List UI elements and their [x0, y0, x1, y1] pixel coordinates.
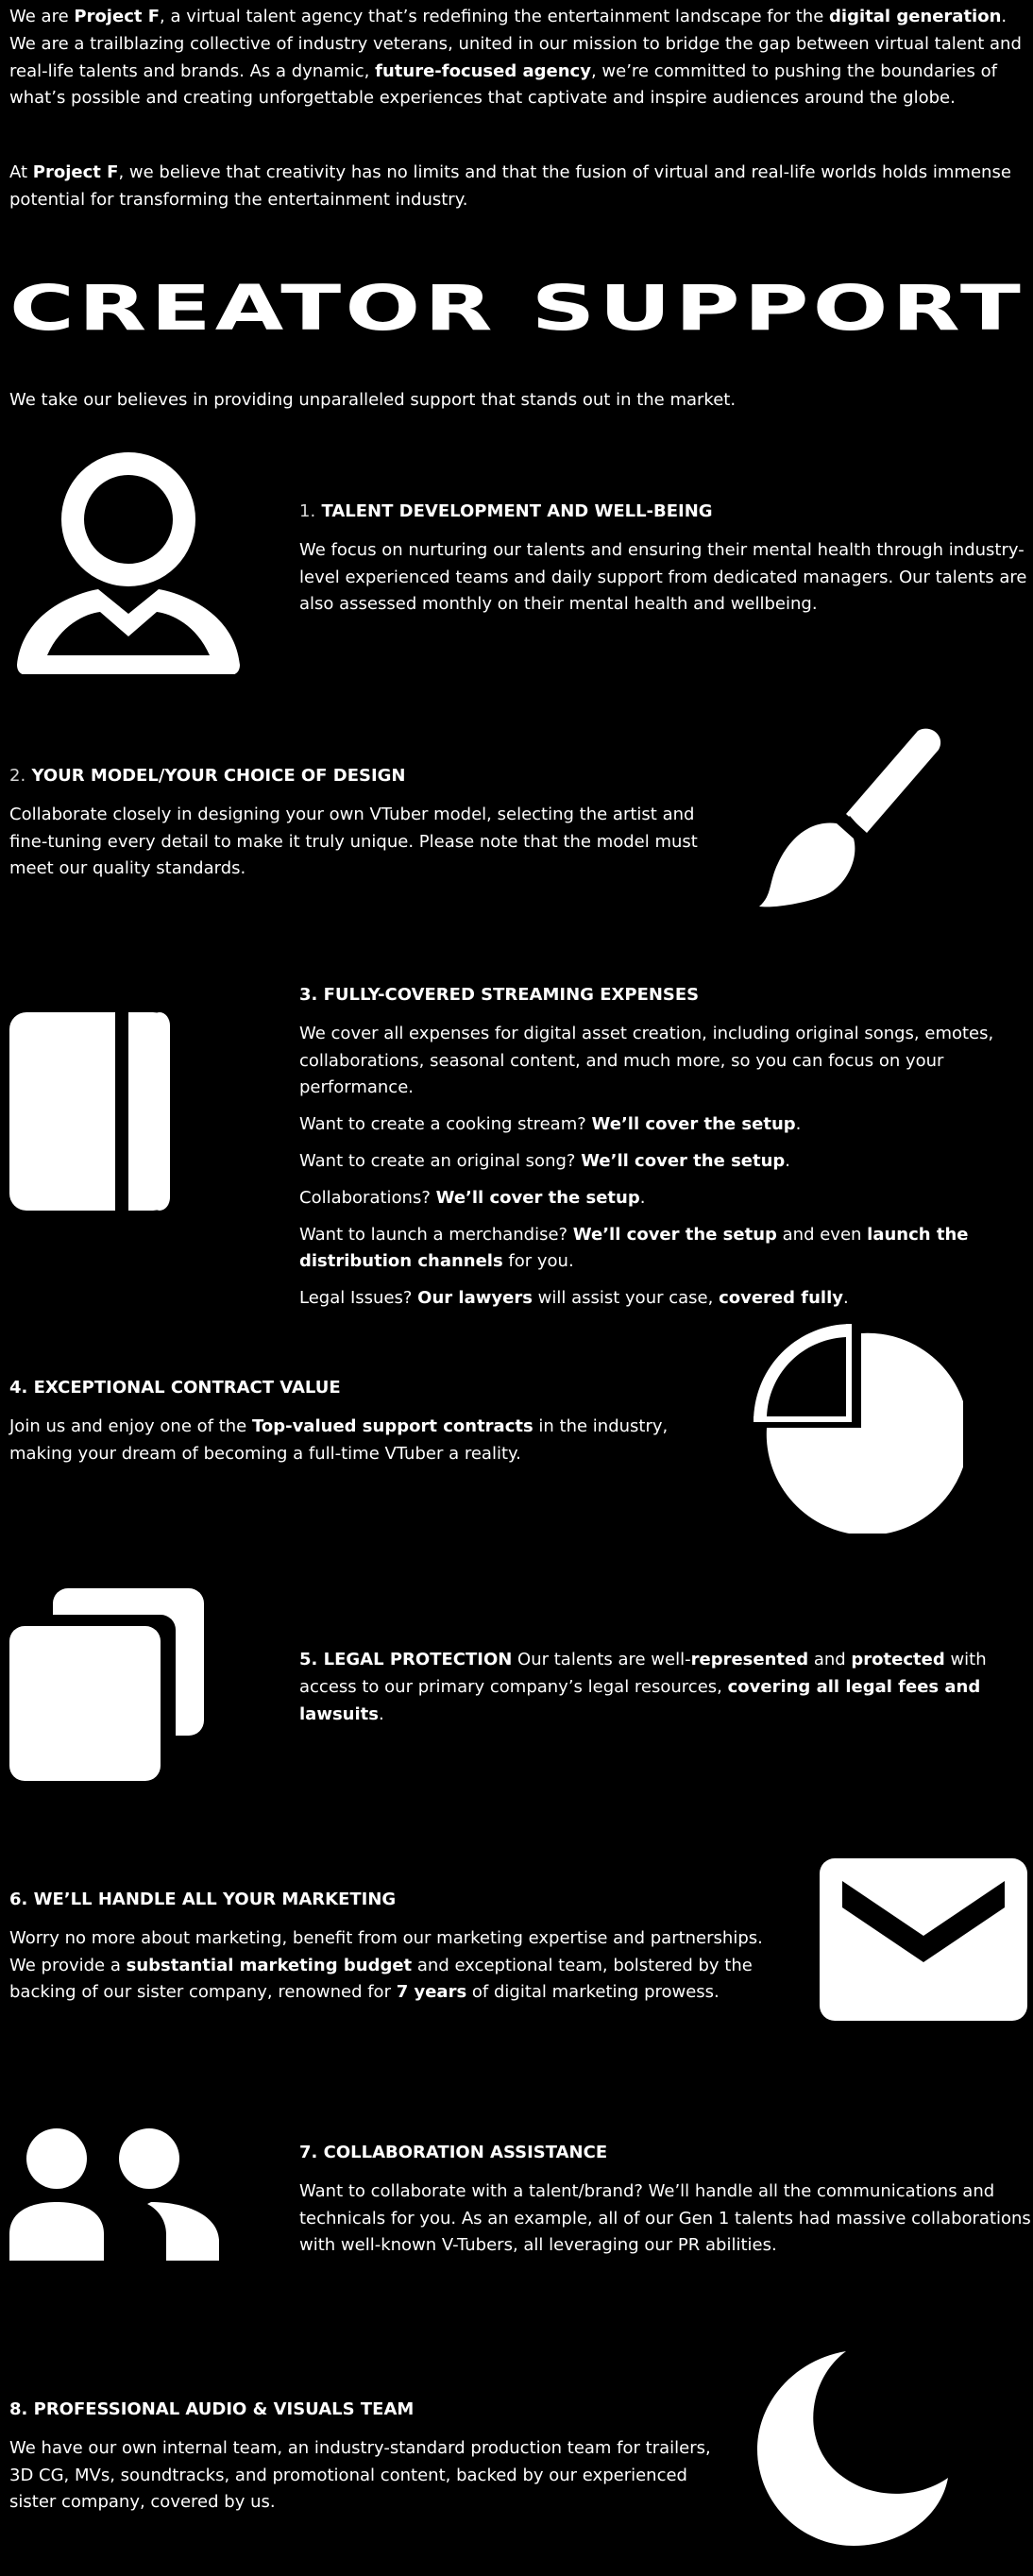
feature-body: Join us and enjoy one of the Top-valued support contracts in the industry, making your dream of becoming a full-time VTuber a reality. — [9, 1415, 669, 1464]
feature-body: We have our own internal team, an industry-standard production team for trailers, 3D CG, MVs, soundtracks, and promotional content, backed by our experienced sister company, covered by us. — [9, 2437, 711, 2513]
section-title: CREATOR SUPPORT — [9, 272, 1025, 345]
feature-streaming-expenses — [299, 982, 1031, 1322]
feature-heading: 2. YOUR MODEL/YOUR CHOICE OF DESIGN — [9, 766, 406, 786]
feature-line: Want to create a cooking stream? We’ll cover the setup. — [299, 1114, 802, 1135]
feature-heading: 1. TALENT DEVELOPMENT AND WELL-BEING — [299, 501, 713, 521]
feature-line: Legal Issues? Our lawyers will assist your case, covered fully. — [299, 1288, 849, 1309]
feature-heading: 6. WE’LL HANDLE ALL YOUR MARKETING — [9, 1890, 397, 1909]
copy-icon — [9, 1588, 204, 1790]
user-icon — [9, 451, 247, 684]
feature-line: Want to launch a merchandise? We’ll cover the setup and even launch the distribution channels for you. — [299, 1224, 969, 1272]
feature-talent-development — [299, 499, 1031, 628]
feature-body: 5. LEGAL PROTECTION Our talents are well-represented and protected with access to our primary company’s legal resources, covering all legal fees and lawsuits. — [299, 1650, 987, 1724]
feature-line: Want to create an original song? We’ll cover the setup. — [299, 1150, 791, 1171]
feature-marketing — [9, 1887, 784, 2016]
section-subtitle: We take our believes in providing unparalleled support that stands out in the market. — [9, 390, 737, 410]
card-icon — [9, 1012, 170, 1220]
feature-body: We cover all expenses for digital asset creation, including original songs, emotes, collaborations, seasonal content, and much more, so you can focus on your performance. — [299, 1023, 994, 1098]
feature-body: Collaborate closely in designing your own VTuber model, selecting the artist and fine-tuning every detail to make it truly unique. Please note that the model must meet our quality standards. — [9, 804, 698, 879]
feature-heading: 8. PROFESSIONAL AUDIO & VISUALS TEAM — [9, 2399, 415, 2419]
feature-legal-protection — [299, 1647, 1031, 1737]
feature-model-design — [9, 763, 718, 892]
feature-body: Want to collaborate with a talent/brand? We’ll handle all the communications and technicals for you. As an example, all of our Gen 1 talents had massive collaborations with well-known V-Tubers, all leveraging our PR abilities. — [299, 2180, 1031, 2256]
pie-chart-icon — [754, 1324, 963, 1543]
feature-body: Worry no more about marketing, benefit from our marketing expertise and partnerships. We provide a substantial marketing budget and exceptional team, bolstered by the backing of our sister company, renowned for 7 years of digital marketing prowess. — [9, 1927, 763, 2003]
feature-line: Collaborations? We’ll cover the setup. — [299, 1187, 646, 1208]
mail-icon — [820, 1858, 1027, 2030]
feature-heading: 3. FULLY-COVERED STREAMING EXPENSES — [299, 985, 700, 1005]
feature-collaboration — [299, 2140, 1031, 2269]
feature-heading: 5. LEGAL PROTECTION — [299, 1650, 513, 1669]
paintbrush-icon — [755, 718, 973, 925]
feature-contract-value — [9, 1375, 727, 1477]
feature-heading: 7. COLLABORATION ASSISTANCE — [299, 2143, 608, 2162]
intro-paragraph-2: At Project F, we believe that creativity has no limits and that the fusion of virtual and real-life worlds holds immense potential for transforming the entertainment industry. — [9, 162, 1011, 210]
users-icon — [9, 2128, 219, 2270]
intro-paragraph-1: We are Project F, a virtual talent agency that’s redefining the entertainment landscape for the digital generation. We are a trailblazing collective of industry veterans, united in our mission to bridge the gap between virtual talent and real-life talents and brands. As a dynamic, future-focused agency, we’re committed to pushing the boundaries of what’s possible and creating unforgettable experiences that captivate and inspire audiences around the globe. — [9, 7, 1022, 109]
moon-icon — [755, 2349, 954, 2557]
feature-body: We focus on nurturing our talents and ensuring their mental health through industry-level experienced teams and daily support from dedicated managers. Our talents are also assessed monthly on their mental health and wellbeing. — [299, 539, 1027, 615]
feature-heading: 4. EXCEPTIONAL CONTRACT VALUE — [9, 1378, 341, 1398]
feature-audio-visual — [9, 2397, 737, 2526]
